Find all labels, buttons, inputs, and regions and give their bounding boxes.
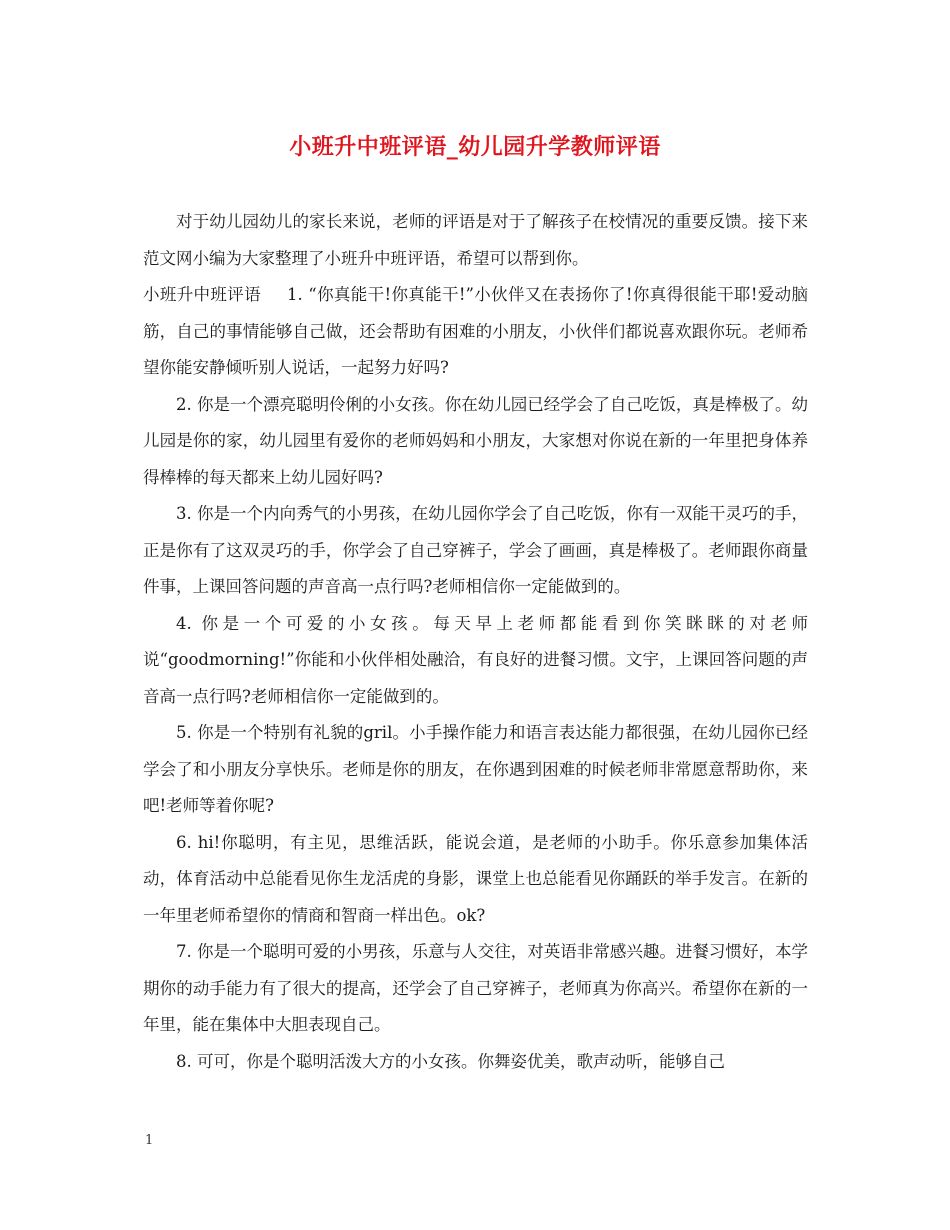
page-number: 1 xyxy=(145,1133,154,1148)
item-paragraph-5: 5. 你是一个特别有礼貌的gril。小手操作能力和语言表达能力都很强，在幼儿园你已经学会了和小朋友分享快乐。老师是你的朋友，在你遇到困难的时候老师非常愿意帮助你，来吧!老师等着你呢? xyxy=(143,723,808,815)
intro-paragraph: 对于幼儿园幼儿的家长来说，老师的评语是对于了解孩子在校情况的重要反馈。接下来范文网小编为大家整理了小班升中班评语，希望可以帮到你。 xyxy=(143,212,808,268)
document-title: 小班升中班评语_幼儿园升学教师评语 xyxy=(289,134,661,160)
item-paragraph-1 xyxy=(143,277,808,387)
item-paragraph-2: 2. 你是一个漂亮聪明伶俐的小女孩。你在幼儿园已经学会了自己吃饭，真是棒极了。幼儿园是你的家，幼儿园里有爱你的老师妈妈和小朋友，大家想对你说在新的一年里把身体养得棒棒的每天都来上幼儿园好吗? xyxy=(143,394,808,487)
document-body xyxy=(143,204,808,1080)
item-paragraph-4: 4. 你是一个可爱的小女孩。每天早上老师都能看到你笑眯眯的对老师说“goodmorning!”你能和小伙伴相处融洽，有良好的进餐习惯。文宇，上课回答问题的声音高一点行吗?老师相信你一定能做到的。 xyxy=(143,613,808,706)
item-paragraph-3: 3. 你是一个内向秀气的小男孩，在幼儿园你学会了自己吃饭，你有一双能干灵巧的手，正是你有了这双灵巧的手，你学会了自己穿裤子，学会了画画，真是棒极了。老师跟你商量件事，上课回答问题的声音高一点行吗?老师相信你一定能做到的。 xyxy=(143,504,808,596)
item-paragraph-7: 7. 你是一个聪明可爱的小男孩，乐意与人交往，对英语非常感兴趣。进餐习惯好，本学期你的动手能力有了很大的提高，还学会了自己穿裤子，老师真为你高兴。希望你在新的一年里，能在集体中大胆表现自己。 xyxy=(143,942,808,1034)
item-paragraph-8: 8. 可可，你是个聪明活泼大方的小女孩。你舞姿优美，歌声动听，能够自己 xyxy=(176,1051,725,1071)
item-text-1: 1. “你真能干!你真能干!”小伙伴又在表扬你了!你真得很能干耶!爱动脑筋，自己的事情能够自己做，还会帮助有困难的小朋友，小伙伴们都说喜欢跟你玩。老师希望你能安静倾听别人说话，一起努力好吗? xyxy=(143,285,809,377)
item-paragraph-6: 6. hi!你聪明，有主见，思维活跃，能说会道，是老师的小助手。你乐意参加集体活动，体育活动中总能看见你生龙活虎的身影，课堂上也总能看见你踊跃的举手发言。在新的一年里老师希望你的情商和智商一样出色。ok? xyxy=(143,832,808,925)
section-label: 小班升中班评语 xyxy=(143,285,261,304)
